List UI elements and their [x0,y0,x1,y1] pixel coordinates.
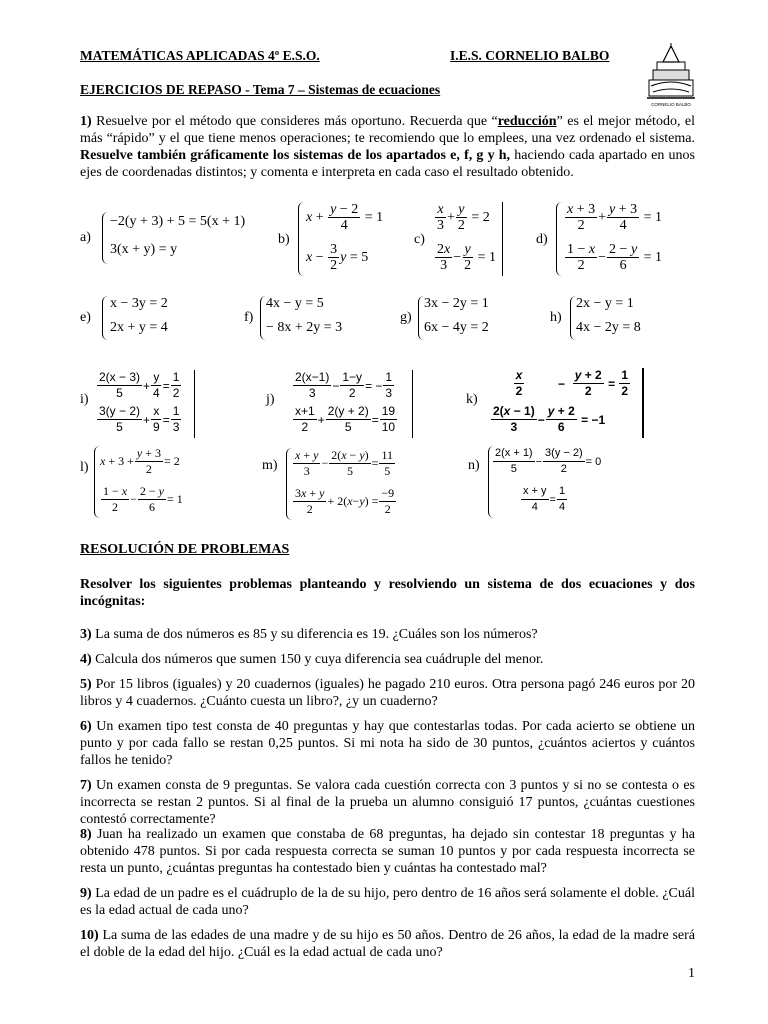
section-title: RESOLUCIÓN DE PROBLEMAS [80,542,290,557]
bold-keyword: reducción [497,114,557,129]
system-c: c) $\frac{x}{3}$ + $\frac{y}{2}$ = 2 $\frac{2x}{3}$ − $\frac{y}{2}$ = 1 [414,202,514,276]
school-name: I.E.S. CORNELIO BALBO [450,48,610,63]
problem-7: 7) Un examen consta de 9 preguntas. Se valora cada cuestión correcta con 3 puntos y si no se contesta o es incorrecta se restan 2 puntos. Si al final de la prueba un alumno consiguió 17 puntos, ¿cuántas cuestiones contestó correctamente? [80,778,695,827]
exercise-number: 1) [80,114,92,129]
system-h: h) 2x − y = 1 4x − 2y = 8 [550,296,670,340]
problem-6: 6) Un examen tipo test consta de 40 preguntas y hay que contestarlas todas. Por cada acierto se obtiene un punto y por cada fallo se restan 0,25 puntos. Si mi nota ha sido de 30 puntos, ¿cuántos aciertos y cuántos fallos he tenido? [80,719,695,768]
system-n: n) $\frac{2(x + 1)}{5}$ − $\frac{3(y - 2)}{2}$ = 0 $\frac{x + y}{4}$ = $\frac{1}{4}$ [468,446,628,518]
problem-3: 3) La suma de dos números es 85 y su diferencia es 19. ¿Cuáles son los números? [80,627,538,642]
course-title: MATEMÁTICAS APLICADAS 4º E.S.O. [80,48,320,63]
system-b: b) x + $\frac{y - 2}{4}$ = 1 x − $\frac{3}{2}$ y = 5 [278,202,398,276]
exercise-1-statement: 1) Resuelve por el método que consideres más oportuno. Recuerda que “reducción” es el mejor método, el más “rápido” y el que tiene menos operaciones; te recomiendo que lo emplees, una vez ordenado el sistema. Resuelve también gráficamente los sistemas de los apartados e, f, g y h, haciendo cada apartado en unos ejes de coordenadas distintos; y comenta e interpreta en cada caso el resultado obtenido. [80,114,695,180]
system-m: m) $\frac{x + y}{3}$ − $\frac{2(x - y)}{5}$ = $\frac{11}{5}$ $\frac{3x + y}{2}$ + 2( x − y ) = $\frac{-9}{2}$ [262,448,422,520]
page-number: 1 [688,966,695,981]
system-f: f) 4x − y = 5 − 8x + 2y = 3 [244,296,374,340]
worksheet-subtitle: EJERCICIOS DE REPASO - Tema 7 – Sistemas de ecuaciones [80,82,441,97]
system-a: a) −2(y + 3) + 5 = 5(x + 1) 3(x + y) = y [80,212,270,264]
system-g: g) 3x − 2y = 1 6x − 4y = 2 [400,296,520,340]
system-j: j) $\frac{2(x-1)}{3}$ − $\frac{1-y}{2}$ = − $\frac{1}{3}$ $\frac{x+1}{2}$ + $\frac{2(y + 2)}{5}$ = $\frac{19}{10}$ [266,370,416,438]
system-l: l) x + 3 + $\frac{y + 3}{2}$ = 2 $\frac{1 - x}{2}$ − $\frac{2 - y}{6}$ = 1 [80,446,220,518]
worksheet-page [80,0,695,1024]
system-k: k) $\frac{x}{2}$ − $\frac{y + 2}{2}$ = $\frac{1}{2}$ $\frac{2(x - 1)}{3}$ − $\frac{y + 2}{6}$ = −1 [466,368,646,438]
logo-caption: CORNELIO BALBO [651,102,691,107]
problem-5: 5) Por 15 libros (iguales) y 20 cuadernos (iguales) he pagado 210 euros. Otra persona pagó 246 euros por 20 libros y 4 cuadernos. ¿Cuánto cuesta un libro?, ¿y un cuaderno? [80,677,695,709]
system-d: d) $\frac{x + 3}{2}$ + $\frac{y + 3}{4}$ = 1 $\frac{1 - x}{2}$ − $\frac{2 - y}{6}$ = 1 [536,202,696,276]
school-logo-icon [643,42,699,110]
problem-4: 4) Calcula dos números que sumen 150 y cuya diferencia sea cuádruple del menor. [80,652,544,667]
problem-10: 10) La suma de las edades de una madre y de su hijo es 50 años. Dentro de 26 años, la edad de la madre será el doble de la edad del hijo. ¿Cuál es la edad actual de cada uno? [80,928,695,960]
problem-9: 9) La edad de un padre es el cuádruplo de la de su hijo, pero dentro de 16 años será solamente el doble. ¿Cuál es la edad actual de cada uno? [80,886,695,918]
section-intro: Resolver los siguientes problemas planteando y resolviendo un sistema de dos ecuaciones y dos incógnitas: [80,577,695,609]
system-i: i) $\frac{2(x - 3)}{5}$ + $\frac{y}{4}$ = $\frac{1}{2}$ $\frac{3(y - 2)}{5}$ + $\frac{x}{9}$ = $\frac{1}{3}$ [80,370,210,438]
problem-8: 8) Juan ha realizado un examen que constaba de 68 preguntas, ha dejado sin contestar 18 preguntas y ha obtenido 478 puntos. Si por cada respuesta correcta se suman 10 puntos y por cada respuesta incorrecta se resta un punto, ¿cuántas preguntas ha contestado bien y cuántas ha contestado mal? [80,827,695,876]
system-e: e) x − 3y = 2 2x + y = 4 [80,296,200,340]
